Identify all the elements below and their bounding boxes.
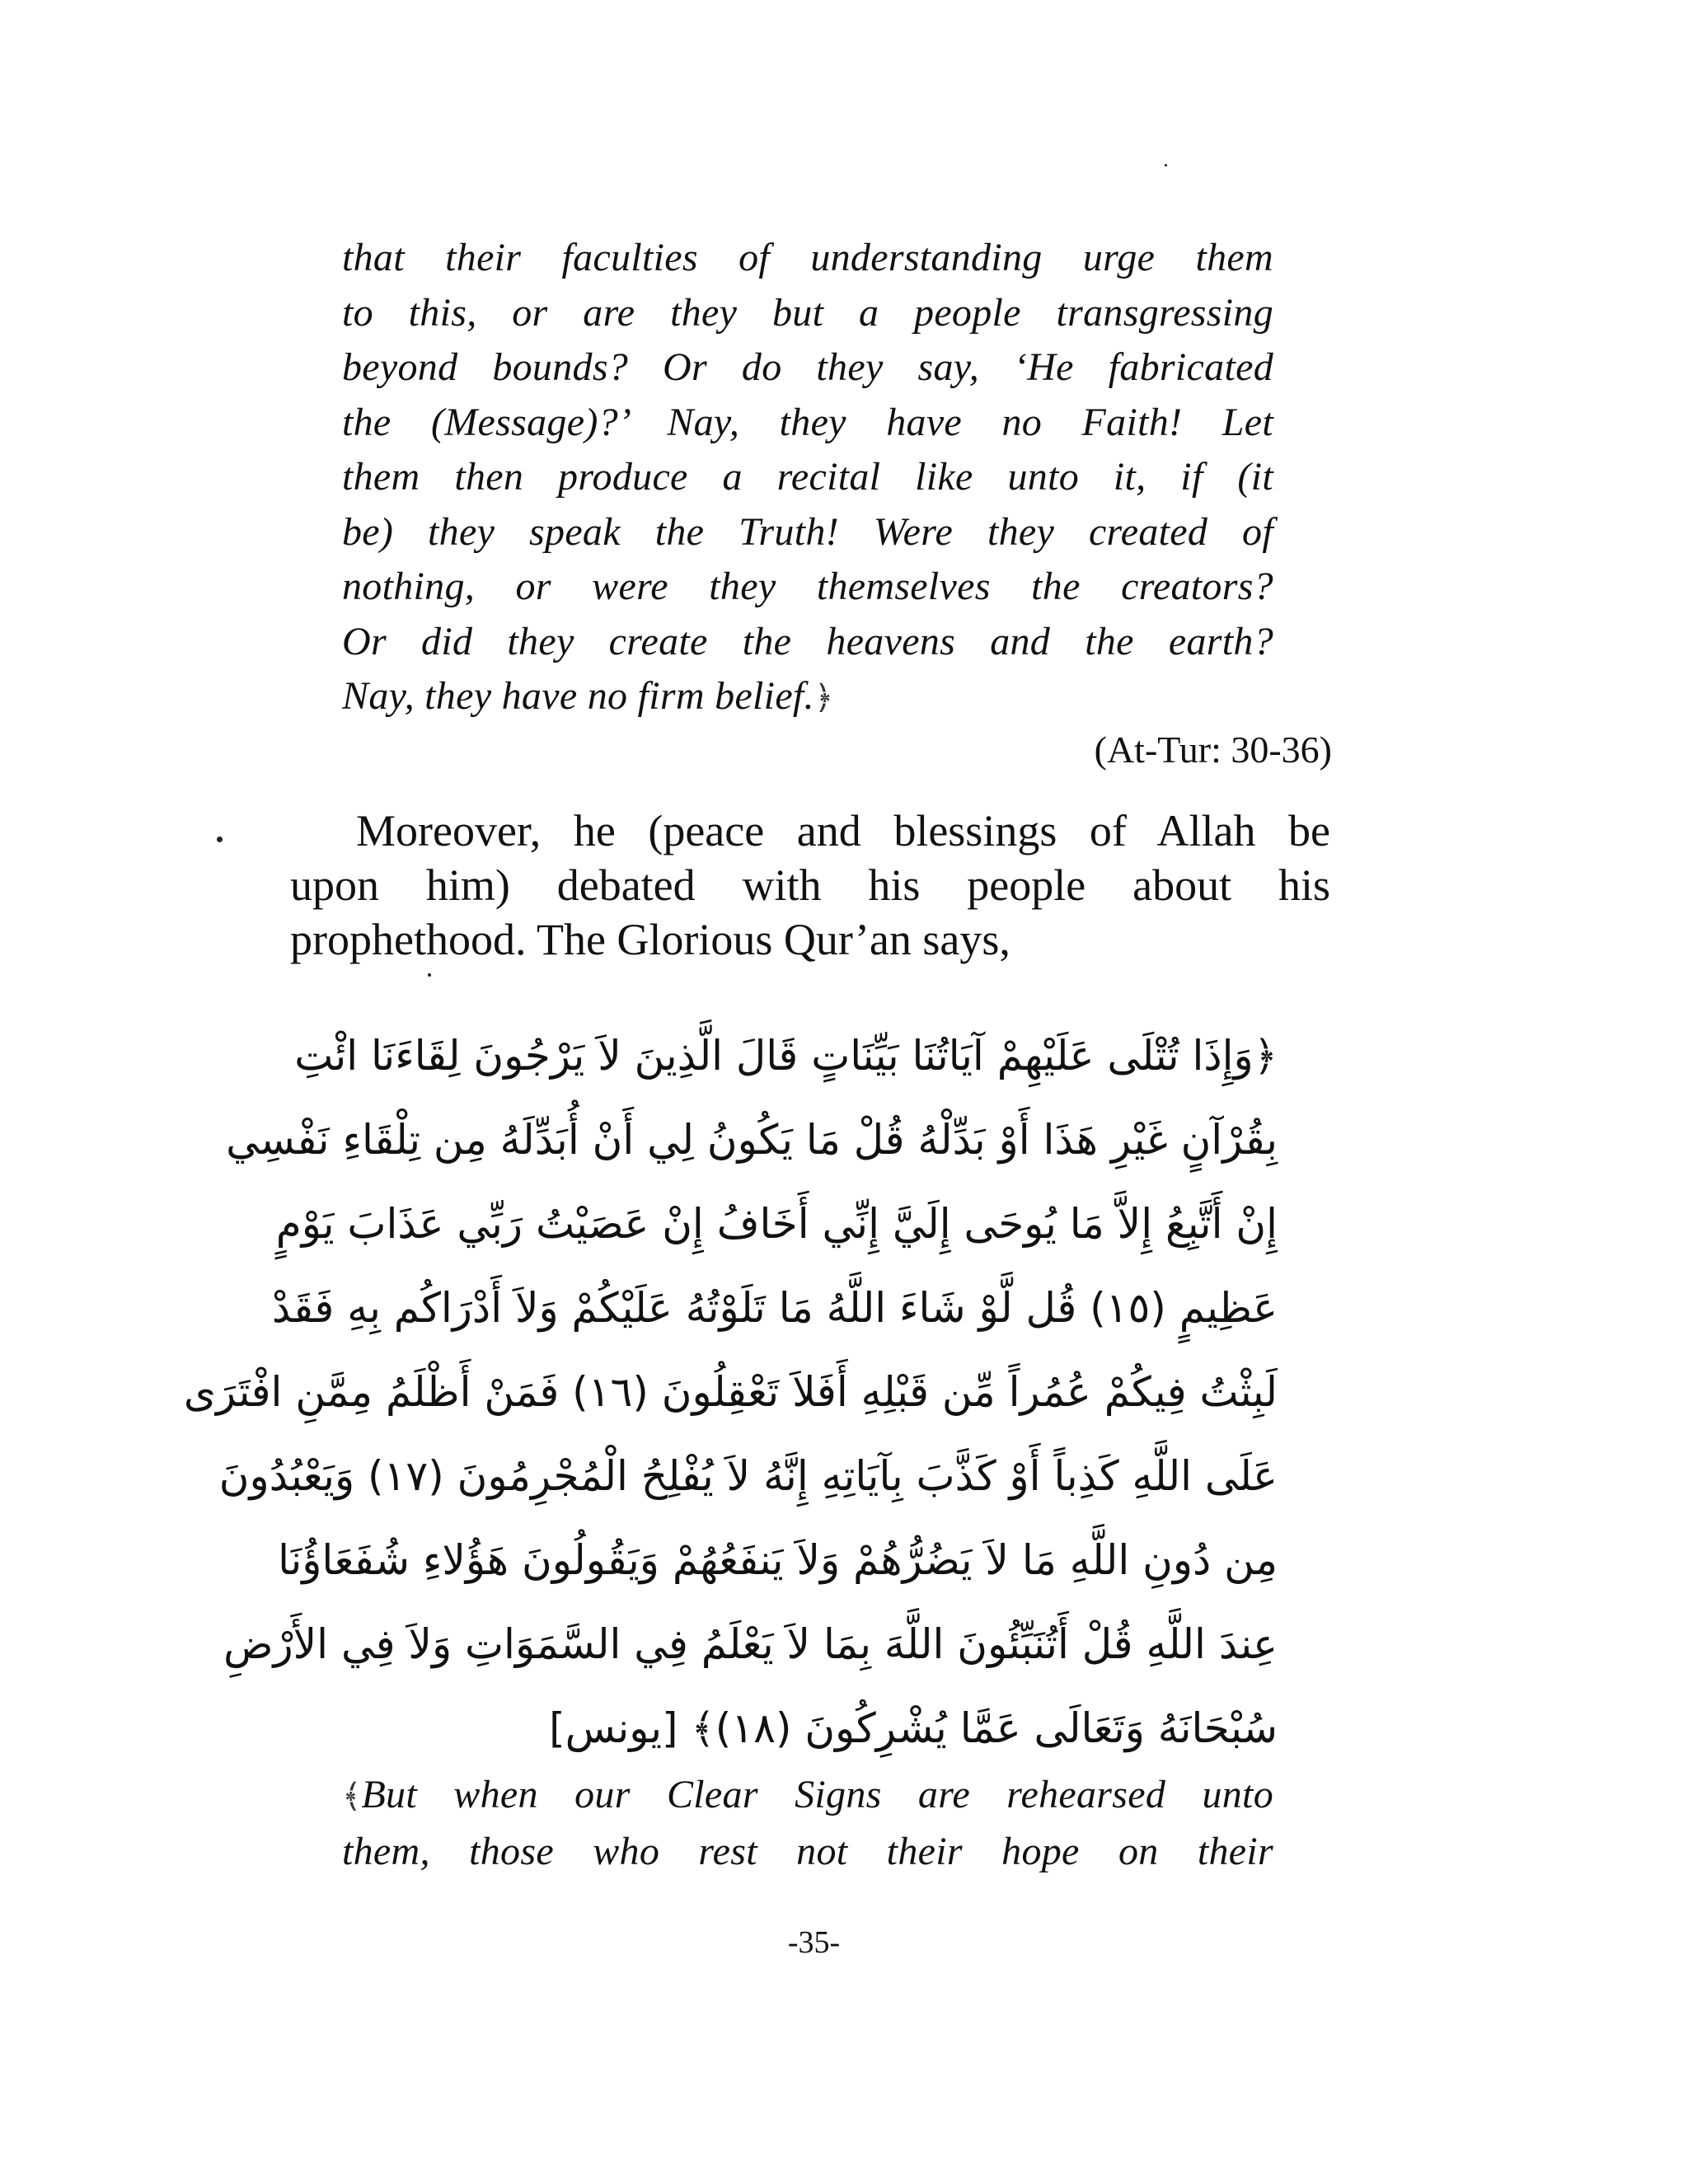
arabic-line: عَلَى اللَّهِ كَذِباً أَوْ كَذَّبَ بِآيَاتِهِ إِنَّهُ لاَ يُفْلِحُ الْمُجْرِمُونَ (١٧) وَيَعْبُدُونَ [218,1452,1278,1500]
page-number: -35- [787,1925,841,1960]
verse-line: that their faculties of understanding urge them [342,236,1273,279]
verse-line-text: Nay, they have no firm belief. [342,674,814,718]
arabic-line: بِقُرْآنٍ غَيْرِ هَذَا أَوْ بَدِّلْهُ قُلْ مَا يَكُونُ لِي أَنْ أُبَدِّلَهُ مِن تِلْقَاءِ نَفْسِي [226,1116,1278,1164]
arabic-line: مِن دُونِ اللَّهِ مَا لاَ يَضُرُّهُمْ وَلاَ يَنفَعُهُمْ وَيَقُولُونَ هَؤُلاءِ شُفَعَاؤُنَا [278,1536,1278,1584]
verse-line-first [342,1768,1273,1825]
verse-line-text: But when our Clear Signs are rehearsed unto [361,1773,1273,1816]
verse-translation-top [342,231,1273,726]
verse-line-last [342,669,1273,726]
opening-quran-bracket: ﴾ [342,1778,362,1815]
arabic-line: إِنْ أَتَّبِعُ إِلاَّ مَا يُوحَى إِلَيَّ إِنِّي أَخَافُ إِنْ عَصَيْتُ رَبِّي عَذَابَ يَوْمٍ [275,1200,1278,1248]
verse-line: beyond bounds? Or do they say, ‘He fabricated [342,345,1273,389]
verse-translation-bottom [342,1768,1273,1879]
body-paragraph [290,804,1330,967]
arabic-line-last: سُبْحَانَهُ وَتَعَالَى عَمَّا يُشْرِكُونَ (١٨)﴾ [يونس] [549,1704,1278,1752]
verse-line: be) they speak the Truth! Were they created of [342,509,1273,554]
arabic-line: عَظِيمٍ (١٥) قُل لَّوْ شَاءَ اللَّهُ مَا تَلَوْتُهُ عَلَيْكُمْ وَلاَ أَدْرَاكُم بِهِ فَقَدْ [271,1284,1278,1332]
verse-line: Or did they create the heavens and the earth? [342,619,1273,663]
closing-quran-bracket: ﴿ [814,679,834,716]
scan-speck [1165,164,1167,166]
verse-line: the (Message)?’ Nay, they have no Faith! Let [342,400,1273,444]
paragraph-line: prophethood. The Glorious Qur’an says, [290,915,1010,964]
paragraph-line: upon him) debated with his people about his [290,860,1330,910]
verse-reference: (At-Tur: 30-36) [1094,729,1332,771]
arabic-line: عِندَ اللَّهِ قُلْ أَتُنَبِّئُونَ اللَّهَ بِمَا لاَ يَعْلَمُ فِي السَّمَوَاتِ وَلاَ فِي الأَرْضِ [223,1620,1278,1668]
scan-speck [217,837,223,842]
verse-line: nothing, or were they themselves the creators? [342,565,1273,608]
paragraph-line: Moreover, he (peace and blessings of Allah be [356,806,1330,855]
arabic-line: ﴿وَإِذَا تُتْلَى عَلَيْهِمْ آيَاتُنَا بَيِّنَاتٍ قَالَ الَّذِينَ لاَ يَرْجُونَ لِقَاءَنَا ائْتِ [294,1032,1278,1080]
arabic-verse-block [183,1014,1278,1770]
verse-line: them then produce a recital like unto it, if (it [342,455,1273,499]
verse-line: them, those who rest not their hope on their [342,1829,1273,1873]
arabic-line: لَبِثْتُ فِيكُمْ عُمُراً مِّن قَبْلِهِ أَفَلاَ تَعْقِلُونَ (١٦) فَمَنْ أَظْلَمُ مِمَّنِ افْتَرَى [183,1368,1278,1416]
verse-line: to this, or are they but a people transgressing [342,290,1273,335]
scan-speck [428,973,431,977]
